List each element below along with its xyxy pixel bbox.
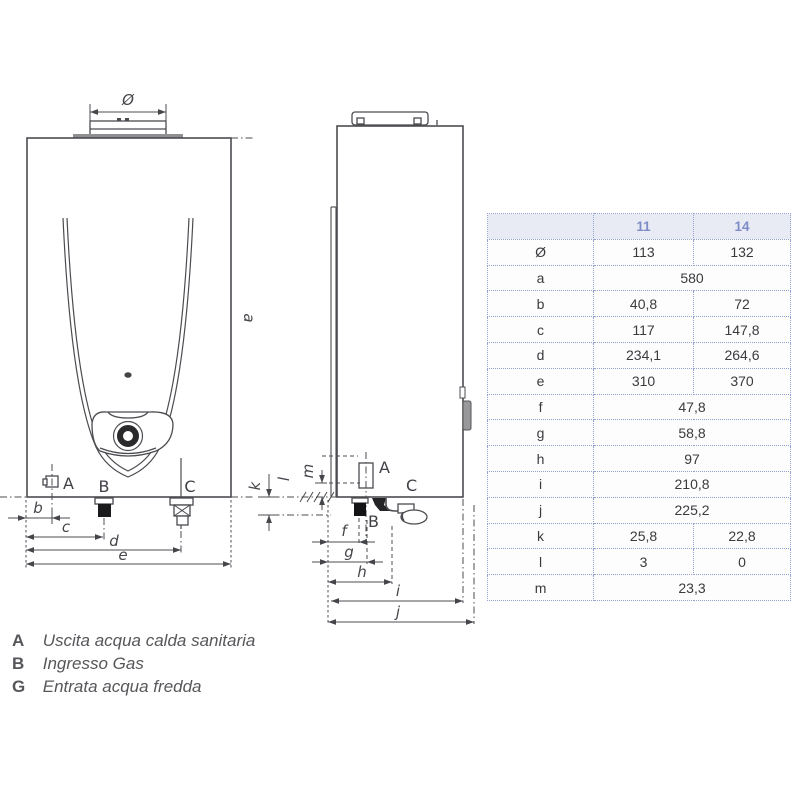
dim-j-label: j — [395, 603, 401, 621]
legend-item-a — [12, 629, 255, 652]
top-bracket — [352, 112, 437, 125]
dim-i-label: i — [395, 582, 401, 600]
dim-label-cell: Ø — [488, 239, 594, 265]
dim-label-cell: a — [488, 265, 594, 291]
table-row — [488, 265, 791, 291]
header-model-11: 11 — [594, 214, 694, 240]
port-a-side-label: A — [379, 458, 390, 477]
port-b-side-label: B — [368, 512, 379, 531]
dim-flue-diameter — [90, 91, 166, 128]
dim-k — [246, 474, 275, 531]
value-cell: 25,8 — [594, 523, 694, 549]
table-row — [488, 471, 791, 497]
value-cell-span: 23,3 — [594, 575, 791, 601]
value-cell-span: 47,8 — [594, 394, 791, 420]
value-cell: 117 — [594, 317, 694, 343]
dim-h — [328, 563, 392, 582]
value-cell: 0 — [694, 549, 791, 575]
table-row — [488, 342, 791, 368]
value-cell: 113 — [594, 239, 694, 265]
legend-key: G — [12, 677, 26, 696]
side-view — [246, 112, 474, 624]
dim-label-cell: m — [488, 575, 594, 601]
table-row — [488, 446, 791, 472]
value-cell: 22,8 — [694, 523, 791, 549]
front-dimensions — [8, 499, 231, 568]
dim-label-cell: k — [488, 523, 594, 549]
dimensions-table — [487, 213, 791, 601]
dim-l-label: l — [275, 476, 293, 482]
value-cell-span: 580 — [594, 265, 791, 291]
value-cell: 264,6 — [694, 342, 791, 368]
side-dimensions — [312, 499, 474, 624]
value-cell: 40,8 — [594, 291, 694, 317]
legend-text: Uscita acqua calda sanitaria — [42, 631, 256, 650]
dim-label-cell: j — [488, 497, 594, 523]
front-view — [0, 91, 258, 568]
table-row — [488, 317, 791, 343]
dim-label-cell: d — [488, 342, 594, 368]
table-row — [488, 420, 791, 446]
dim-j — [328, 603, 474, 622]
dim-c-label: c — [61, 518, 71, 536]
value-cell-span: 58,8 — [594, 420, 791, 446]
value-cell-span: 225,2 — [594, 497, 791, 523]
dim-label-cell: l — [488, 549, 594, 575]
legend-item-b — [12, 652, 255, 675]
table-row — [488, 394, 791, 420]
dim-label-cell: g — [488, 420, 594, 446]
dim-m — [299, 464, 327, 510]
dim-label-cell: e — [488, 368, 594, 394]
legend-text: Ingresso Gas — [42, 654, 144, 673]
pilot-window — [124, 372, 131, 378]
dim-d-label: d — [109, 532, 119, 550]
value-cell: 234,1 — [594, 342, 694, 368]
dim-b-label: b — [33, 499, 43, 517]
dim-f-label: f — [341, 522, 347, 540]
value-cell-span: 210,8 — [594, 471, 791, 497]
table-row — [488, 239, 791, 265]
dim-label-cell: h — [488, 446, 594, 472]
port-c-side-label: C — [406, 476, 418, 495]
dim-g — [312, 543, 383, 562]
flue-collar — [73, 118, 183, 138]
legend-text: Entrata acqua fredda — [42, 677, 202, 696]
dim-m-label: m — [299, 463, 317, 479]
dim-label-cell: b — [488, 291, 594, 317]
table-row — [488, 523, 791, 549]
value-cell: 147,8 — [694, 317, 791, 343]
legend-item-g — [12, 675, 255, 698]
port-b-label: B — [98, 477, 110, 496]
header-empty-cell — [488, 214, 594, 240]
legend-key: B — [12, 654, 25, 673]
table-header-row — [488, 214, 791, 240]
dim-e-label: e — [118, 546, 128, 564]
value-cell: 72 — [694, 291, 791, 317]
value-cell: 132 — [694, 239, 791, 265]
header-model-14: 14 — [694, 214, 791, 240]
value-cell-span: 97 — [594, 446, 791, 472]
table-row — [488, 368, 791, 394]
dim-b — [8, 499, 70, 523]
wall-strip — [331, 207, 336, 497]
dim-i — [331, 582, 463, 601]
dim-e — [26, 546, 231, 564]
table-row — [488, 549, 791, 575]
dim-h-label: h — [357, 563, 367, 581]
dim-label-cell: f — [488, 394, 594, 420]
value-cell: 370 — [694, 368, 791, 394]
flue-diameter-label: Ø — [122, 91, 134, 109]
legend-key: A — [12, 631, 25, 650]
port-a-label: A — [63, 474, 74, 493]
dim-label-cell: i — [488, 471, 594, 497]
table-row — [488, 575, 791, 601]
dim-g-label: g — [344, 543, 354, 561]
port-c-label: C — [184, 477, 196, 496]
value-cell: 3 — [594, 549, 694, 575]
value-cell: 310 — [594, 368, 694, 394]
dim-c — [26, 518, 103, 537]
dim-k-label: k — [246, 481, 264, 491]
dim-label-cell: c — [488, 317, 594, 343]
dim-a-label: a — [240, 313, 258, 323]
side-body — [337, 126, 463, 497]
table-row — [488, 497, 791, 523]
table-row — [488, 291, 791, 317]
legend — [12, 629, 255, 698]
